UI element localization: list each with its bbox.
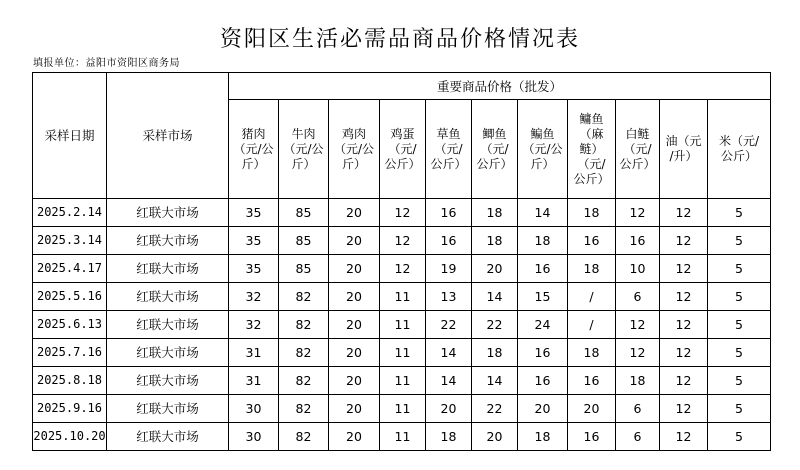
cell-price-chicken: 20 — [329, 227, 380, 255]
cell-price-oil: 12 — [660, 255, 708, 283]
cell-price-crucian-carp: 20 — [472, 255, 518, 283]
cell-price-bighead-carp: 16 — [568, 423, 616, 451]
cell-price-bighead-carp: 16 — [568, 367, 616, 395]
cell-price-egg: 11 — [380, 339, 426, 367]
cell-price-bream: 24 — [518, 311, 568, 339]
cell-price-rice: 5 — [708, 199, 771, 227]
table-row — [33, 255, 771, 283]
cell-price-bighead-carp: 18 — [568, 339, 616, 367]
cell-price-crucian-carp: 14 — [472, 283, 518, 311]
page-title: 资阳区生活必需品商品价格情况表 — [219, 27, 580, 52]
cell-price-grass-carp: 20 — [426, 395, 472, 423]
cell-price-chicken: 20 — [329, 423, 380, 451]
cell-price-crucian-carp: 22 — [472, 395, 518, 423]
cell-date: 2025.10.20 — [33, 423, 107, 451]
cell-price-rice: 5 — [708, 367, 771, 395]
cell-price-grass-carp: 14 — [426, 367, 472, 395]
cell-price-bighead-carp: 18 — [568, 199, 616, 227]
cell-market: 红联大市场 — [107, 255, 229, 283]
cell-price-beef: 82 — [279, 339, 329, 367]
header-crucian-carp — [472, 100, 518, 199]
cell-price-silver-carp: 12 — [616, 311, 660, 339]
header-egg-label: 鸡蛋 （元/ 公斤） — [384, 126, 421, 171]
header-grass-carp — [426, 100, 472, 199]
cell-date: 2025.6.13 — [33, 311, 107, 339]
cell-price-bream: 15 — [518, 283, 568, 311]
cell-price-pork: 35 — [229, 199, 279, 227]
cell-price-egg: 11 — [380, 311, 426, 339]
cell-price-pork: 32 — [229, 283, 279, 311]
cell-price-beef: 82 — [279, 423, 329, 451]
cell-price-pork: 35 — [229, 255, 279, 283]
cell-price-grass-carp: 16 — [426, 199, 472, 227]
header-bream — [518, 100, 568, 199]
cell-market: 红联大市场 — [107, 367, 229, 395]
table-row — [33, 227, 771, 255]
cell-price-chicken: 20 — [329, 311, 380, 339]
header-rice-label: 米（元/ 公斤） — [718, 134, 760, 163]
table-row — [33, 199, 771, 227]
table-row — [33, 339, 771, 367]
table-row — [33, 283, 771, 311]
cell-price-rice: 5 — [708, 395, 771, 423]
cell-price-rice: 5 — [708, 339, 771, 367]
cell-price-silver-carp: 6 — [616, 395, 660, 423]
cell-price-egg: 12 — [380, 227, 426, 255]
cell-price-oil: 12 — [660, 423, 708, 451]
cell-price-chicken: 20 — [329, 283, 380, 311]
reporting-unit: 填报单位：益阳市资阳区商务局 — [33, 58, 180, 69]
cell-date: 2025.3.14 — [33, 227, 107, 255]
header-beef — [279, 100, 329, 199]
cell-price-bream: 18 — [518, 227, 568, 255]
cell-market: 红联大市场 — [107, 283, 229, 311]
cell-price-bighead-carp: 20 — [568, 395, 616, 423]
cell-price-grass-carp: 19 — [426, 255, 472, 283]
cell-price-egg: 12 — [380, 255, 426, 283]
cell-market: 红联大市场 — [107, 395, 229, 423]
cell-price-rice: 5 — [708, 311, 771, 339]
cell-price-egg: 11 — [380, 423, 426, 451]
cell-price-pork: 31 — [229, 339, 279, 367]
cell-price-grass-carp: 13 — [426, 283, 472, 311]
cell-date: 2025.8.18 — [33, 367, 107, 395]
cell-price-oil: 12 — [660, 227, 708, 255]
cell-price-silver-carp: 18 — [616, 367, 660, 395]
header-egg — [380, 100, 426, 199]
cell-price-bighead-carp: 16 — [568, 227, 616, 255]
table-row — [33, 311, 771, 339]
cell-price-beef: 82 — [279, 311, 329, 339]
cell-price-rice: 5 — [708, 283, 771, 311]
cell-price-beef: 82 — [279, 395, 329, 423]
cell-price-oil: 12 — [660, 283, 708, 311]
header-date: 采样日期 — [33, 73, 107, 199]
header-crucian-carp-label: 鲫鱼 （元/ 公斤） — [476, 126, 513, 171]
cell-price-silver-carp: 10 — [616, 255, 660, 283]
cell-price-oil: 12 — [660, 367, 708, 395]
table-row — [33, 423, 771, 451]
cell-price-pork: 30 — [229, 395, 279, 423]
header-bighead-carp-label: 鳙鱼 （麻 鲢） （元/ 公斤） — [573, 111, 610, 186]
cell-date: 2025.2.14 — [33, 199, 107, 227]
cell-date: 2025.9.16 — [33, 395, 107, 423]
cell-price-grass-carp: 22 — [426, 311, 472, 339]
cell-price-chicken: 20 — [329, 395, 380, 423]
header-bighead-carp — [568, 100, 616, 199]
cell-price-egg: 12 — [380, 199, 426, 227]
cell-price-bream: 20 — [518, 395, 568, 423]
cell-price-bighead-carp: / — [568, 283, 616, 311]
header-silver-carp-label: 白鲢 （元/ 公斤） — [619, 126, 656, 171]
header-silver-carp — [616, 100, 660, 199]
cell-price-bighead-carp: / — [568, 311, 616, 339]
price-table — [32, 72, 771, 451]
cell-price-pork: 31 — [229, 367, 279, 395]
cell-price-crucian-carp: 18 — [472, 199, 518, 227]
header-pork — [229, 100, 279, 199]
cell-price-silver-carp: 6 — [616, 283, 660, 311]
cell-price-bream: 18 — [518, 423, 568, 451]
cell-price-silver-carp: 12 — [616, 199, 660, 227]
header-pork-label: 猪肉 （元/公 斤） — [233, 126, 274, 171]
cell-price-bream: 16 — [518, 255, 568, 283]
cell-price-chicken: 20 — [329, 199, 380, 227]
header-rice — [708, 100, 771, 199]
cell-price-rice: 5 — [708, 255, 771, 283]
cell-price-beef: 85 — [279, 199, 329, 227]
cell-price-egg: 11 — [380, 367, 426, 395]
cell-price-beef: 85 — [279, 255, 329, 283]
cell-price-beef: 82 — [279, 283, 329, 311]
cell-price-grass-carp: 14 — [426, 339, 472, 367]
header-bream-label: 鳊鱼 （元/公 斤） — [522, 126, 563, 171]
cell-price-egg: 11 — [380, 395, 426, 423]
cell-price-crucian-carp: 18 — [472, 227, 518, 255]
header-chicken — [329, 100, 380, 199]
cell-price-grass-carp: 16 — [426, 227, 472, 255]
cell-date: 2025.5.16 — [33, 283, 107, 311]
cell-price-crucian-carp: 14 — [472, 367, 518, 395]
cell-price-crucian-carp: 22 — [472, 311, 518, 339]
cell-price-grass-carp: 18 — [426, 423, 472, 451]
cell-price-oil: 12 — [660, 311, 708, 339]
header-oil-label: 油（元 /升） — [665, 134, 702, 163]
cell-price-bream: 16 — [518, 367, 568, 395]
cell-price-chicken: 20 — [329, 367, 380, 395]
cell-price-chicken: 20 — [329, 339, 380, 367]
cell-date: 2025.4.17 — [33, 255, 107, 283]
cell-price-pork: 32 — [229, 311, 279, 339]
cell-price-oil: 12 — [660, 199, 708, 227]
header-chicken-label: 鸡肉 （元/公 斤） — [333, 126, 375, 171]
cell-price-rice: 5 — [708, 227, 771, 255]
cell-price-oil: 12 — [660, 395, 708, 423]
cell-price-oil: 12 — [660, 339, 708, 367]
cell-price-bighead-carp: 18 — [568, 255, 616, 283]
cell-price-chicken: 20 — [329, 255, 380, 283]
cell-price-bream: 14 — [518, 199, 568, 227]
cell-market: 红联大市场 — [107, 227, 229, 255]
header-beef-label: 牛肉 （元/公 斤） — [283, 126, 324, 171]
cell-price-silver-carp: 6 — [616, 423, 660, 451]
table-row — [33, 367, 771, 395]
cell-price-crucian-carp: 18 — [472, 339, 518, 367]
cell-market: 红联大市场 — [107, 311, 229, 339]
cell-price-silver-carp: 16 — [616, 227, 660, 255]
table-row — [33, 395, 771, 423]
cell-price-beef: 85 — [279, 227, 329, 255]
cell-market: 红联大市场 — [107, 423, 229, 451]
cell-price-egg: 11 — [380, 283, 426, 311]
header-grass-carp-label: 草鱼 （元/ 公斤） — [430, 126, 467, 171]
cell-market: 红联大市场 — [107, 339, 229, 367]
cell-price-bream: 16 — [518, 339, 568, 367]
cell-price-crucian-carp: 20 — [472, 423, 518, 451]
header-oil — [660, 100, 708, 199]
cell-price-pork: 30 — [229, 423, 279, 451]
header-market: 采样市场 — [107, 73, 229, 199]
cell-date: 2025.7.16 — [33, 339, 107, 367]
cell-price-beef: 82 — [279, 367, 329, 395]
header-price-group: 重要商品价格（批发） — [229, 73, 771, 100]
cell-market: 红联大市场 — [107, 199, 229, 227]
cell-price-rice: 5 — [708, 423, 771, 451]
cell-price-pork: 35 — [229, 227, 279, 255]
cell-price-silver-carp: 12 — [616, 339, 660, 367]
